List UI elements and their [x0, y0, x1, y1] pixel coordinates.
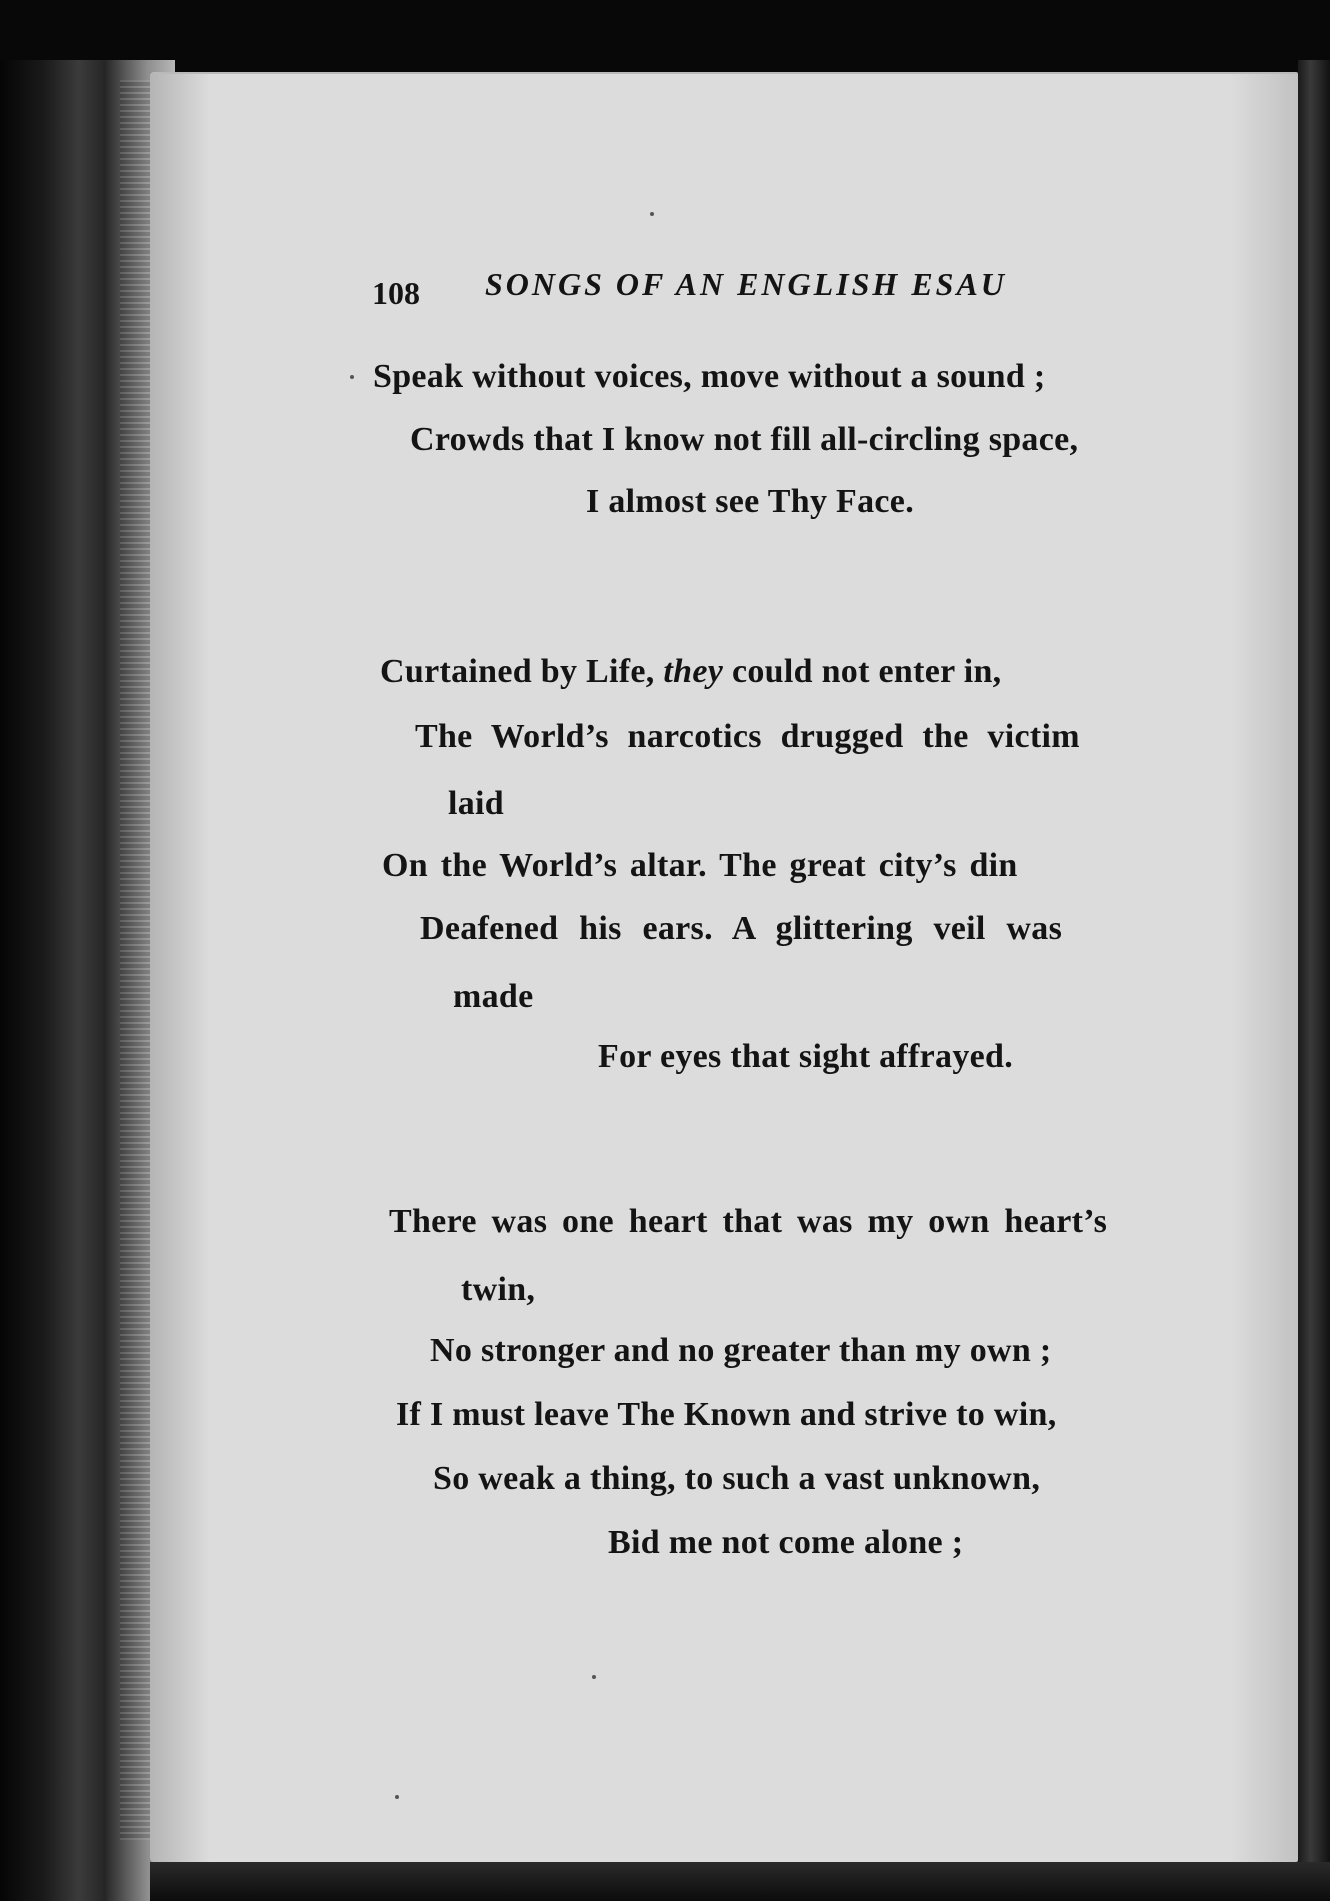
poem-line-with-italic	[380, 653, 1001, 691]
poem-line: There was one heart that was my own heart’s	[389, 1203, 1108, 1240]
poem-line: twin,	[461, 1271, 536, 1308]
poem-line: For eyes that sight affrayed.	[598, 1038, 1014, 1075]
italic-word: they	[663, 653, 724, 690]
poem-line: Deafened his ears. A glittering veil was	[420, 910, 1063, 947]
poem-line-part: Curtained by Life,	[380, 653, 664, 690]
page-paper	[150, 72, 1298, 1862]
scan-speck	[592, 1675, 596, 1679]
poem-line: If I must leave The Known and strive to win,	[396, 1396, 1057, 1433]
poem-line: Speak without voices, move without a sound ;	[373, 358, 1046, 395]
poem-line: laid	[448, 785, 505, 822]
page-right-edge	[1298, 60, 1330, 1880]
page-bottom-edge	[150, 1862, 1330, 1901]
poem-line: No stronger and no greater than my own ;	[430, 1332, 1052, 1369]
poem-line: So weak a thing, to such a vast unknown,	[433, 1460, 1041, 1497]
scan-speck	[350, 375, 354, 379]
poem-line-part: could not enter in,	[723, 653, 1002, 690]
poem-line: made	[453, 978, 534, 1015]
running-title: SONGS OF AN ENGLISH ESAU	[485, 266, 1007, 302]
poem-line: Bid me not come alone ;	[608, 1524, 964, 1561]
scan-speck	[395, 1795, 399, 1799]
poem-line: The World’s narcotics drugged the victim	[415, 718, 1080, 755]
poem-line: On the World’s altar. The great city’s din	[382, 847, 1018, 884]
scan-speck	[650, 212, 654, 216]
poem-line: I almost see Thy Face.	[586, 483, 914, 520]
poem-line: Crowds that I know not fill all-circling space,	[410, 421, 1079, 458]
page-number: 108	[372, 275, 420, 311]
